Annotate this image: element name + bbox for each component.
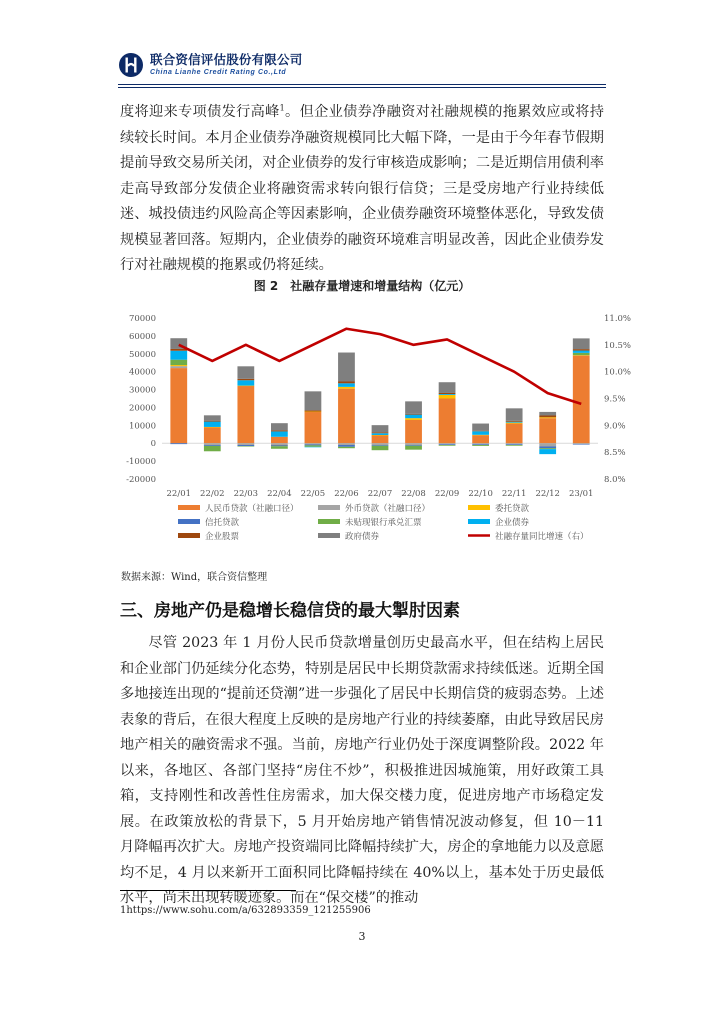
bar-segment-23-01-s7[interactable] — [573, 338, 590, 349]
bar-segment-22-07-s3[interactable] — [372, 445, 389, 446]
x-tick-label: 22/11 — [501, 489, 527, 499]
bar-segment-22-06-s0[interactable] — [338, 389, 355, 444]
y-tick-label: 40000 — [128, 367, 156, 378]
bar-segment-22-05-s7[interactable] — [305, 391, 322, 410]
legend-label: 信托贷款 — [205, 518, 240, 528]
bar-segment-22-09-s4[interactable] — [439, 445, 456, 446]
body-paragraph-1 — [120, 100, 604, 279]
bar-segment-22-06-s5[interactable] — [338, 383, 355, 387]
x-tick-label: 22/04 — [267, 489, 292, 499]
y2-tick-label: 9.0% — [604, 421, 626, 432]
bar-segment-22-08-s5[interactable] — [405, 415, 422, 419]
bar-segment-22-01-s4[interactable] — [170, 360, 187, 365]
bar-segment-22-03-s3[interactable] — [237, 445, 254, 446]
bar-segment-22-02-s2[interactable] — [204, 427, 221, 428]
y2-tick-label: 10.0% — [604, 367, 632, 378]
legend-swatch — [468, 505, 490, 510]
bar-segment-22-01-s1[interactable] — [170, 366, 187, 368]
bar-segment-22-08-s6[interactable] — [405, 414, 422, 415]
para1-text-b: 。但企业债券净融资对社融规模的拖累效应或将持续较长时间。本月企业债券净融资规模同比大幅下降，一是由于今年春节假期提前导致交易所关闭，对企业债券的发行审核造成影响；二是近期信用债利率走高导致部分发债企业将融资需求转向银行信贷；三是受房地产行业持续低迷、城投债违约风险高企等因素影响，企业债券融资环境整体恶化，导致发债规模显著回落。短期内，企业债券的融资环境难言明显改善，因此企业债券发行对社融规模的拖累或仍将延续。 — [120, 104, 604, 273]
bar-segment-22-08-s0[interactable] — [405, 420, 422, 443]
y2-tick-label: 8.5% — [604, 448, 626, 459]
company-name — [150, 51, 303, 77]
bar-segment-22-03-s7[interactable] — [237, 366, 254, 379]
bar-segment-22-01-s0[interactable] — [170, 368, 187, 443]
bar-segment-22-07-s5[interactable] — [372, 433, 389, 435]
legend-swatch — [178, 533, 200, 538]
bar-segment-22-02-s6[interactable] — [204, 421, 221, 422]
bar-segment-22-08-s1[interactable] — [405, 443, 422, 445]
para1-text-a: 度将迎来专项债发行高峰 — [120, 104, 280, 120]
x-tick-label: 22/01 — [166, 489, 192, 499]
bar-segment-22-05-s4[interactable] — [305, 445, 322, 446]
bar-segment-22-04-s7[interactable] — [271, 423, 288, 430]
x-tick-label: 23/01 — [568, 489, 594, 499]
x-tick-label: 22/02 — [200, 489, 225, 499]
bar-segment-22-04-s4[interactable] — [271, 446, 288, 449]
bar-segment-22-05-s1[interactable] — [305, 443, 322, 444]
legend-label: 企业股票 — [205, 532, 240, 542]
bar-segment-22-04-s0[interactable] — [271, 437, 288, 443]
bar-segment-22-11-s6[interactable] — [506, 421, 523, 422]
bar-segment-23-01-s5[interactable] — [573, 351, 590, 353]
bar-segment-22-12-s6[interactable] — [539, 415, 556, 417]
x-tick-label: 22/05 — [300, 489, 326, 499]
bar-segment-22-10-s4[interactable] — [472, 445, 489, 446]
legend-label: 人民币贷款（社融口径） — [205, 504, 299, 514]
bar-segment-22-08-s4[interactable] — [405, 446, 422, 450]
bar-segment-22-12-s0[interactable] — [539, 418, 556, 443]
bar-segment-22-12-s1[interactable] — [539, 443, 556, 446]
bar-segment-22-08-s3[interactable] — [405, 445, 422, 446]
bar-segment-23-01-s4[interactable] — [573, 353, 590, 355]
bar-segment-22-08-s7[interactable] — [405, 401, 422, 414]
bar-segment-22-09-s0[interactable] — [439, 399, 456, 444]
bar-segment-23-01-s1[interactable] — [573, 443, 590, 444]
bar-segment-22-12-s3[interactable] — [539, 446, 556, 448]
bar-segment-22-03-s4[interactable] — [237, 446, 254, 447]
y-tick-label: 0 — [150, 439, 156, 450]
footnote-rule — [120, 890, 296, 891]
legend-label: 企业债券 — [495, 518, 530, 528]
bar-segment-23-01-s2[interactable] — [573, 355, 590, 356]
footnote: 1https://www.sohu.com/a/632893359_121255906 — [120, 905, 371, 916]
bar-segment-22-07-s4[interactable] — [372, 446, 389, 450]
chart — [118, 306, 642, 566]
bar-segment-22-10-s7[interactable] — [472, 424, 489, 431]
legend-swatch — [468, 519, 490, 524]
bar-segment-22-02-s1[interactable] — [204, 443, 221, 445]
legend-swatch — [178, 505, 200, 510]
bar-segment-23-01-s0[interactable] — [573, 356, 590, 444]
bar-segment-22-03-s0[interactable] — [237, 386, 254, 443]
x-tick-label: 22/12 — [535, 489, 560, 499]
legend-label: 外币贷款（社融口径） — [345, 504, 431, 514]
bar-segment-22-05-s2[interactable] — [305, 412, 322, 413]
y-tick-label: -20000 — [126, 475, 156, 485]
bar-segment-22-08-s2[interactable] — [405, 418, 422, 420]
y2-tick-label: 10.5% — [604, 340, 632, 351]
bar-segment-22-02-s5[interactable] — [204, 422, 221, 427]
figure-source: 数据来源：Wind，联合资信整理 — [121, 572, 268, 583]
figure-title: 图 2 社融存量增速和增量结构（亿元） — [253, 279, 471, 293]
legend-swatch — [318, 505, 340, 510]
bar-segment-22-03-s6[interactable] — [237, 379, 254, 380]
y-tick-label: 60000 — [128, 331, 156, 342]
bar-segment-22-11-s4[interactable] — [506, 445, 523, 446]
bar-segment-22-11-s1[interactable] — [506, 443, 523, 444]
bar-segment-22-11-s0[interactable] — [506, 424, 523, 444]
bar-segment-22-05-s3[interactable] — [305, 444, 322, 445]
bar-segment-22-06-s2[interactable] — [338, 387, 355, 389]
bar-segment-22-09-s1[interactable] — [439, 443, 456, 444]
company-name-cn: 联合资信评估股份有限公司 — [150, 51, 303, 67]
y-tick-label: 20000 — [128, 403, 156, 414]
legend-swatch — [178, 519, 200, 524]
y-tick-label: 10000 — [128, 421, 156, 432]
bar-segment-22-11-s2[interactable] — [506, 423, 523, 424]
bar-segment-22-09-s3[interactable] — [439, 444, 456, 445]
bar-segment-22-12-s4[interactable] — [539, 448, 556, 449]
bar-segment-22-10-s0[interactable] — [472, 435, 489, 443]
bar-segment-22-04-s5[interactable] — [271, 431, 288, 436]
bar-segment-23-01-s3[interactable] — [573, 444, 590, 445]
y-tick-label: 70000 — [128, 314, 156, 324]
bar-segment-22-07-s6[interactable] — [372, 432, 389, 433]
x-tick-label: 22/07 — [367, 489, 393, 499]
bar-segment-22-11-s7[interactable] — [506, 408, 523, 421]
bar-segment-22-03-s1[interactable] — [237, 443, 254, 445]
bar-segment-22-02-s0[interactable] — [204, 427, 221, 443]
legend-swatch — [318, 519, 340, 524]
bar-segment-22-04-s6[interactable] — [271, 430, 288, 431]
x-tick-label: 22/06 — [334, 489, 359, 499]
bar-segment-22-02-s3[interactable] — [204, 445, 221, 446]
y-tick-label: 50000 — [128, 349, 156, 360]
section-heading: 三、房地产仍是稳增长稳信贷的最大掣肘因素 — [120, 601, 460, 621]
y-tick-label: -10000 — [126, 457, 156, 468]
bar-segment-22-01-s3[interactable] — [170, 443, 187, 444]
bar-segment-22-03-s5[interactable] — [237, 380, 254, 385]
bar-segment-22-01-s5[interactable] — [170, 351, 187, 360]
bar-segment-22-06-s6[interactable] — [338, 382, 355, 384]
bar-segment-22-06-s7[interactable] — [338, 353, 355, 382]
bar-segment-22-02-s4[interactable] — [204, 446, 221, 451]
page-number: 3 — [358, 930, 366, 943]
para2-text: 尽管 2023 年 1 月份人民币贷款增量创历史最高水平，但在结构上居民和企业部门仍延续分化态势，特别是居民中长期贷款需求持续低迷。近期全国多地接连出现的“提前还贷潮”进一步强化了居民中长期信贷的疲弱态势。上述表象的背后，在很大程度上反映的是房地产行业的持续萎靡，由此导致居民房地产相关的融资需求不强。当前，房地产行业仍处于深度调整阶段。2022 年以来，各地区、各部门坚持“房住不炒”，积极推进因城施策，用好政策工具箱，支持刚性和改善性住房需求，加大保交楼力度，促进房地产市场稳定发展。在政策放松的背景下，5 月开始房地产销售情况波动修复，但 10－11 月降幅再次扩大。房地产投资端同比降幅持续扩大，房企的拿地能力以及意愿均不足，4 月以来新开工面积同比降幅持续在 40%以上，基本处于历史最低水平，尚未出现转暖迹象。而在“保交楼”的推动 — [120, 635, 604, 906]
header-rule-thin — [118, 87, 606, 88]
y2-tick-label: 11.0% — [604, 314, 632, 324]
bar-segment-22-12-s5[interactable] — [539, 449, 556, 454]
bar-segment-22-01-s6[interactable] — [170, 349, 187, 351]
bar-segment-22-01-s2[interactable] — [170, 365, 187, 366]
bar-segment-22-05-s5[interactable] — [305, 447, 322, 448]
bar-segment-22-05-s6[interactable] — [305, 410, 322, 411]
body-paragraph-2 — [120, 631, 604, 912]
company-name-en: China Lianhe Credit Rating Co.,Ltd — [150, 69, 287, 77]
bar-segment-23-01-s6[interactable] — [573, 349, 590, 350]
header-rule — [118, 84, 606, 85]
x-tick-label: 22/09 — [434, 489, 460, 499]
y-tick-label: 30000 — [128, 385, 156, 396]
bar-segment-22-03-s2[interactable] — [237, 386, 254, 387]
legend-label: 政府债券 — [345, 532, 380, 542]
bar-segment-22-04-s1[interactable] — [271, 443, 288, 445]
x-tick-label: 22/10 — [468, 489, 493, 499]
x-tick-label: 22/08 — [401, 489, 426, 499]
bar-segment-22-10-s5[interactable] — [472, 431, 489, 435]
bar-segment-22-07-s7[interactable] — [372, 425, 389, 432]
bar-segment-22-05-s0[interactable] — [305, 412, 322, 443]
bar-segment-22-07-s2[interactable] — [372, 435, 389, 436]
y2-tick-label: 8.0% — [604, 475, 626, 485]
bar-segment-22-09-s7[interactable] — [439, 382, 456, 393]
bar-segment-22-12-s7[interactable] — [539, 412, 556, 416]
bar-segment-22-06-s4[interactable] — [338, 447, 355, 448]
bar-segment-22-09-s5[interactable] — [439, 394, 456, 395]
legend-label: 未贴现银行承兑汇票 — [345, 518, 422, 528]
bar-segment-22-12-s2[interactable] — [539, 417, 556, 418]
bar-segment-22-09-s2[interactable] — [439, 395, 456, 399]
bar-segment-22-10-s6[interactable] — [472, 431, 489, 432]
bar-segment-22-06-s3[interactable] — [338, 445, 355, 447]
bar-segment-22-11-s5[interactable] — [506, 422, 523, 423]
bar-segment-22-10-s1[interactable] — [472, 443, 489, 444]
bar-segment-22-11-s3[interactable] — [506, 444, 523, 445]
legend-swatch — [318, 533, 340, 538]
company-logo-icon — [118, 52, 144, 78]
bar-segment-22-07-s0[interactable] — [372, 435, 389, 443]
bar-segment-22-10-s2[interactable] — [472, 435, 489, 436]
bar-segment-22-06-s1[interactable] — [338, 443, 355, 445]
bar-segment-22-10-s3[interactable] — [472, 444, 489, 445]
x-tick-label: 22/03 — [233, 489, 259, 499]
legend-label: 社融存量同比增速（右） — [495, 532, 589, 542]
y2-tick-label: 9.5% — [604, 394, 626, 405]
bar-segment-22-04-s3[interactable] — [271, 445, 288, 446]
legend-label: 委托贷款 — [495, 504, 530, 514]
bar-segment-22-02-s7[interactable] — [204, 415, 221, 420]
footnote-ref[interactable]: 1 — [279, 103, 285, 113]
bar-segment-22-09-s6[interactable] — [439, 393, 456, 394]
bar-segment-22-07-s1[interactable] — [372, 443, 389, 445]
page-header — [118, 48, 302, 82]
